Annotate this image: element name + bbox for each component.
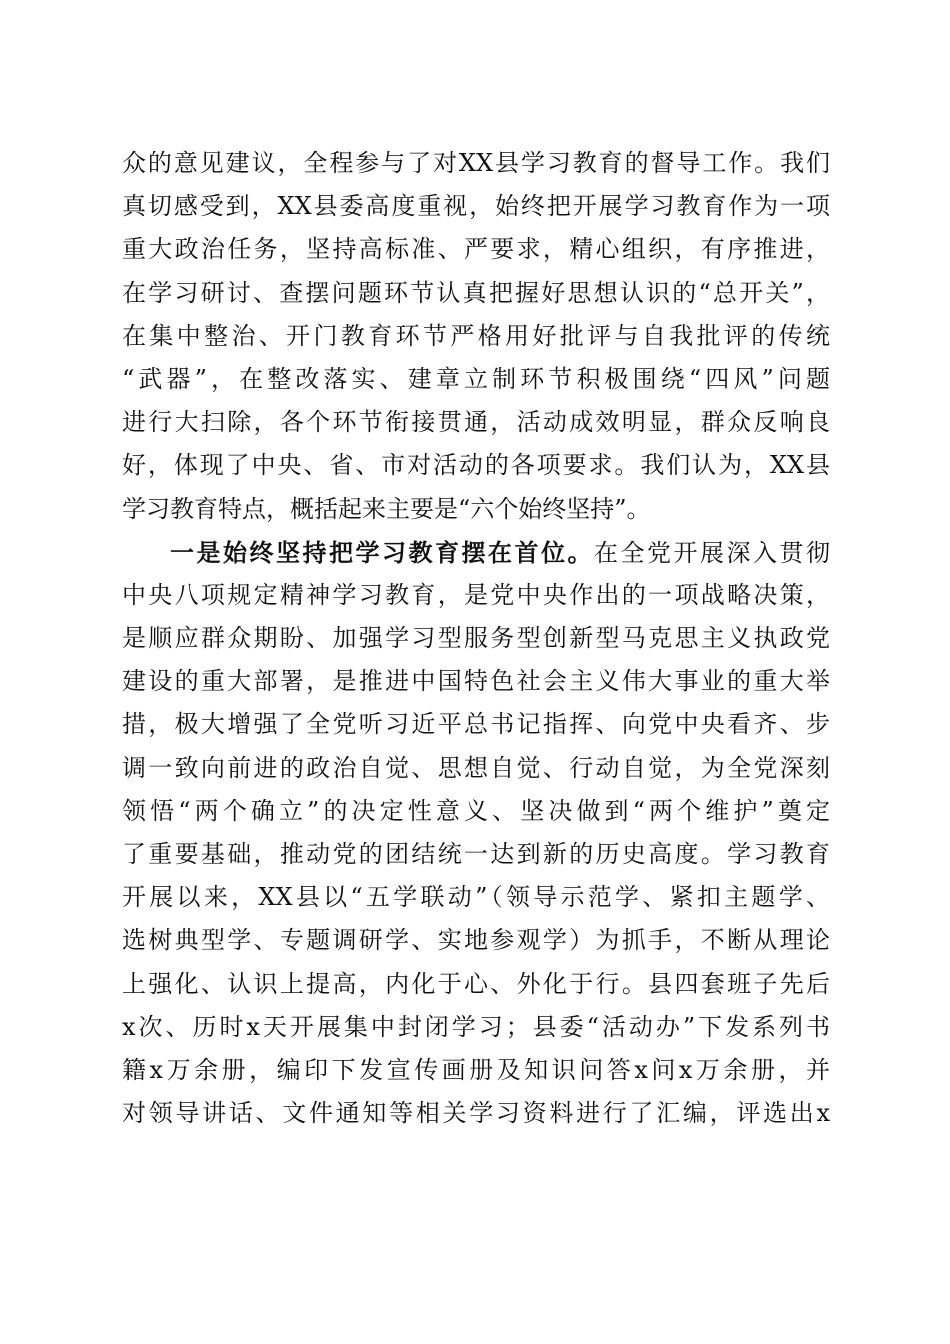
text-line: 领悟“两个确立”的决定性意义、坚决做到“两个维护”奠定 — [122, 796, 830, 825]
text-line: 建设的重大部署，是推进中国特色社会主义伟大事业的重大举 — [122, 667, 830, 696]
paragraph-2 — [122, 531, 830, 1136]
text-line: 真切感受到，XX县委高度重视，始终把开展学习教育作为一项 — [122, 192, 830, 221]
text-line: 在集中整治、开门教育环节严格用好批评与自我批评的传统 — [122, 321, 830, 350]
text-line: “武器”，在整改落实、建章立制环节积极围绕“四风”问题 — [122, 364, 830, 393]
text-line: x次、历时x天开展集中封闭学习；县委“活动办”下发系列书 — [122, 1012, 830, 1041]
text-line: 了重要基础，推动党的团结统一达到新的历史高度。学习教育 — [122, 840, 830, 868]
text-line: 学习教育特点，概括起来主要是“六个始终坚持”。 — [122, 494, 651, 523]
text-line: 在学习研讨、查摆问题环节认真把握好思想认识的“总开关”， — [122, 278, 830, 307]
text-line: 开展以来，XX县以“五学联动”（领导示范学、紧扣主题学、 — [122, 883, 830, 912]
text-line: 调一致向前进的政治自觉、思想自觉、行动自觉，为全党深刻 — [122, 753, 830, 782]
text-line: 进行大扫除，各个环节衔接贯通，活动成效明显，群众反响良 — [122, 408, 830, 437]
text-line: 籍x万余册，编印下发宣传画册及知识问答x问x万余册，并 — [122, 1055, 830, 1084]
text-line: 众的意见建议，全程参与了对XX县学习教育的督导工作。我们 — [122, 149, 830, 177]
text-line: 对领导讲话、文件通知等相关学习资料进行了汇编，评选出x — [122, 1099, 830, 1128]
text-line: 重大政治任务，坚持高标准、严要求，精心组织，有序推进， — [122, 235, 830, 264]
text-line: 上强化、认识上提高，内化于心、外化于行。县四套班子先后 — [122, 969, 830, 998]
document-body — [122, 142, 830, 1135]
paragraph-2-first-line — [122, 531, 830, 574]
text-line: 措，极大增强了全党听习近平总书记指挥、向党中央看齐、步 — [122, 710, 830, 739]
paragraph-1 — [122, 142, 830, 531]
text-line: 选树典型学、专题调研学、实地参观学）为抓手，不断从理论 — [122, 926, 830, 955]
text-line: 好，体现了中央、省、市对活动的各项要求。我们认为，XX县 — [122, 451, 830, 480]
text-run: 在全党开展深入贯彻 — [594, 538, 830, 567]
text-line: 中央八项规定精神学习教育，是党中央作出的一项战略决策， — [122, 580, 830, 609]
section-heading: 一是始终坚持把学习教育摆在首位。 — [170, 537, 594, 567]
text-line: 是顺应群众期盼、加强学习型服务型创新型马克思主义执政党 — [122, 624, 830, 653]
